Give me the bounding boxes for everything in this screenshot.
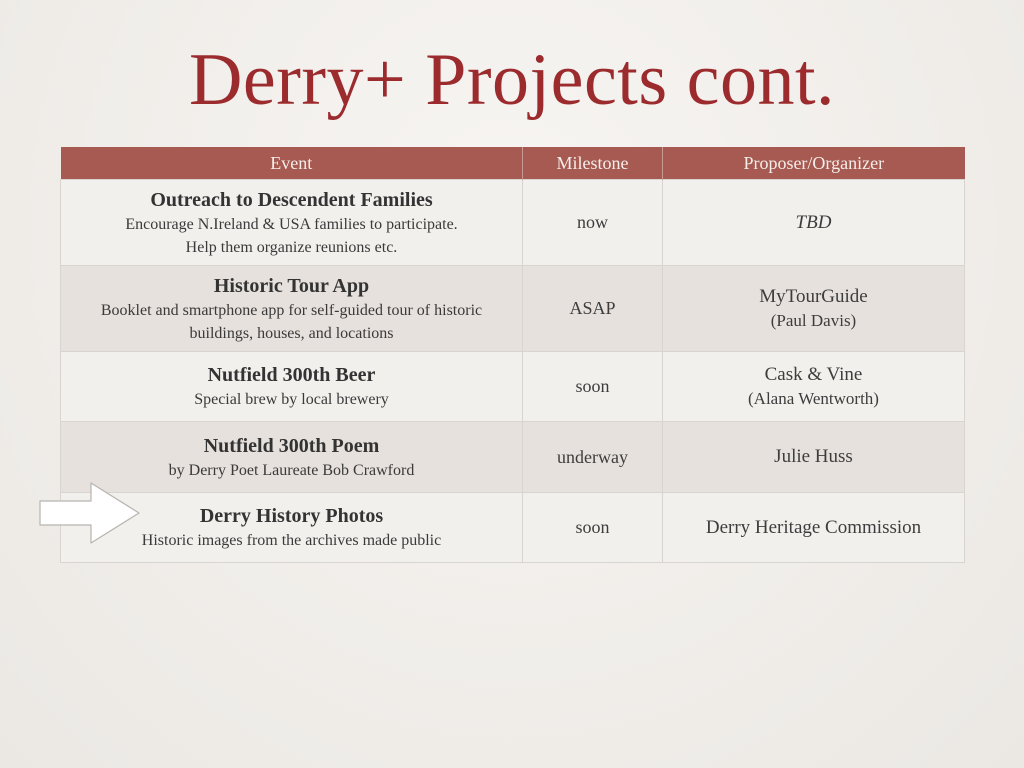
event-description: Historic images from the archives made public xyxy=(141,532,442,549)
organizer-name: TBD xyxy=(795,211,832,233)
organizer-cell xyxy=(663,352,965,422)
organizer-name: Julie Huss xyxy=(774,446,853,467)
header-organizer: Proposer/Organizer xyxy=(663,147,965,180)
organizer-name: MyTourGuide xyxy=(759,286,868,307)
milestone-cell: now xyxy=(523,180,663,266)
milestone-cell: underway xyxy=(523,422,663,493)
header-event: Event xyxy=(61,147,523,180)
table-row xyxy=(61,422,965,493)
table-row xyxy=(61,180,965,266)
event-description: buildings, houses, and locations xyxy=(189,324,394,342)
table-row xyxy=(61,266,965,352)
event-title: Nutfield 300th Poem xyxy=(203,434,380,457)
event-description: Help them organize reunions etc. xyxy=(185,238,398,256)
milestone-cell: soon xyxy=(523,493,663,563)
event-title: Derry History Photos xyxy=(199,505,384,527)
event-title: Nutfield 300th Beer xyxy=(207,364,376,386)
organizer-contact: (Alana Wentworth) xyxy=(748,389,879,408)
table-header-row xyxy=(61,147,965,180)
organizer-cell xyxy=(663,422,965,493)
event-description: Special brew by local brewery xyxy=(194,391,389,408)
slide-title: Derry+ Projects cont. xyxy=(188,39,836,121)
right-arrow-icon xyxy=(39,482,141,544)
milestone-cell: ASAP xyxy=(523,266,663,352)
header-milestone: Milestone xyxy=(523,147,663,180)
organizer-contact: (Paul Davis) xyxy=(770,311,857,330)
table-row xyxy=(61,352,965,422)
table-row xyxy=(61,493,965,563)
event-title: Historic Tour App xyxy=(213,274,370,297)
event-cell xyxy=(61,180,523,266)
event-description: by Derry Poet Laureate Bob Crawford xyxy=(168,461,415,479)
event-description: Encourage N.Ireland & USA families to participate. xyxy=(125,215,458,233)
organizer-name: Derry Heritage Commission xyxy=(705,516,922,538)
event-cell xyxy=(61,266,523,352)
event-description: Booklet and smartphone app for self-guided tour of historic xyxy=(100,301,483,319)
event-title: Outreach to Descendent Families xyxy=(150,188,433,211)
milestone-cell: soon xyxy=(523,352,663,422)
event-cell xyxy=(61,352,523,422)
organizer-cell xyxy=(663,493,965,563)
organizer-cell xyxy=(663,266,965,352)
projects-table xyxy=(60,147,965,563)
arrow-shape xyxy=(40,483,139,543)
organizer-name: Cask & Vine xyxy=(764,364,863,385)
organizer-cell xyxy=(663,180,965,266)
